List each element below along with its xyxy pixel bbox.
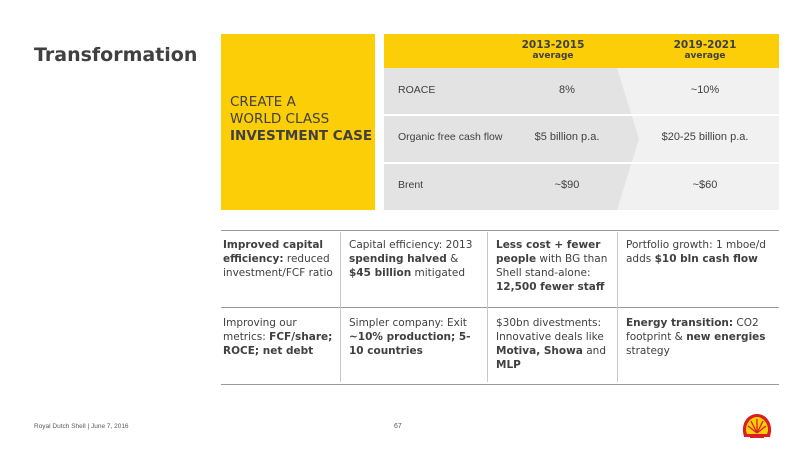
grid-line-top [221, 230, 779, 231]
c3r2-text1: $30bn divestments: Innovative deals like [496, 317, 604, 343]
grid-cell-portfolio-growth [626, 238, 776, 266]
grid-line-middle [221, 307, 779, 308]
grid-cell-fewer-people [496, 238, 614, 294]
roace-2019-2021: ~10% [690, 84, 720, 96]
investment-case-line3: INVESTMENT CASE [230, 128, 373, 144]
c3r1-bold1: Less cost + fewer people [496, 239, 601, 265]
grid-col-divider-3 [617, 232, 618, 382]
col2-sub: average [684, 51, 726, 61]
col1-period: 2013-2015 [521, 39, 585, 51]
shell-logo-icon [740, 411, 774, 441]
col-header-2019-2021 [640, 40, 770, 62]
c2r1-text2: & [446, 253, 459, 265]
grid-cell-energy-transition [626, 316, 776, 358]
c2r1-bold1: spending halved [349, 253, 447, 265]
grid-line-bottom [221, 384, 779, 385]
c4r2-bold1: Energy transition: [626, 317, 734, 329]
page-number: 67 [394, 423, 402, 430]
col-header-2013-2015 [488, 40, 618, 62]
c2r1-bold2: $45 billion [349, 267, 412, 279]
c2r1-text1: Capital efficiency: 2013 [349, 239, 473, 251]
brent-2019-2021: ~$60 [692, 179, 718, 191]
c3r1-bold2: 12,500 fewer staff [496, 281, 605, 293]
grid-cell-simpler-company [349, 316, 483, 358]
col1-sub: average [532, 51, 574, 61]
c3r1-text: with BG than Shell stand-alone: [496, 253, 608, 279]
row-label-fcf: Organic free cash flow [398, 131, 503, 143]
page-title: Transformation [34, 44, 198, 66]
c3r2-bold2: MLP [496, 359, 521, 371]
c1r2-text: Improving our metrics: [223, 317, 297, 343]
c1r1-text: reduced investment/FCF ratio [223, 253, 333, 279]
grid-cell-spending-halved [349, 238, 483, 280]
brent-2013-2015: ~$90 [554, 179, 580, 191]
c3r2-text2: and [582, 345, 606, 357]
c1r1-bold: Improved capital efficiency: [223, 239, 324, 265]
c4r2-bold2: new energies [686, 331, 766, 343]
grid-col-divider-1 [340, 232, 341, 382]
c4r1-text: Portfolio growth: 1 mboe/d adds [626, 239, 766, 265]
grid-cell-divestments [496, 316, 614, 372]
fcf-2013-2015: $5 billion p.a. [534, 131, 600, 143]
grid-cell-improving-metrics [223, 316, 338, 358]
investment-case-line2: WORLD CLASS [230, 111, 330, 127]
c2r2-text: Simpler company: Exit [349, 317, 467, 329]
footer-company-date: Royal Dutch Shell | June 7, 2016 [34, 423, 129, 430]
c2r2-bold: ~10% production; 5-10 countries [349, 331, 471, 357]
fcf-2019-2021: $20-25 billion p.a. [661, 131, 749, 143]
c4r1-bold: $10 bln cash flow [654, 253, 758, 265]
grid-col-divider-2 [487, 232, 488, 382]
c2r1-text3: mitigated [411, 267, 466, 279]
roace-2013-2015: 8% [559, 84, 575, 96]
investment-case-text [230, 94, 372, 145]
c1r2-bold: FCF/share; ROCE; net debt [223, 331, 333, 357]
row-label-brent: Brent [398, 179, 424, 191]
c4r2-text2: strategy [626, 345, 670, 357]
c3r2-bold1: Motiva, Showa [496, 345, 583, 357]
c4r2-text1: CO2 footprint & [626, 317, 759, 343]
grid-cell-capital-efficiency [223, 238, 335, 280]
row-label-roace: ROACE [398, 84, 436, 96]
investment-case-line1: CREATE A [230, 94, 296, 110]
col2-period: 2019-2021 [673, 39, 737, 51]
